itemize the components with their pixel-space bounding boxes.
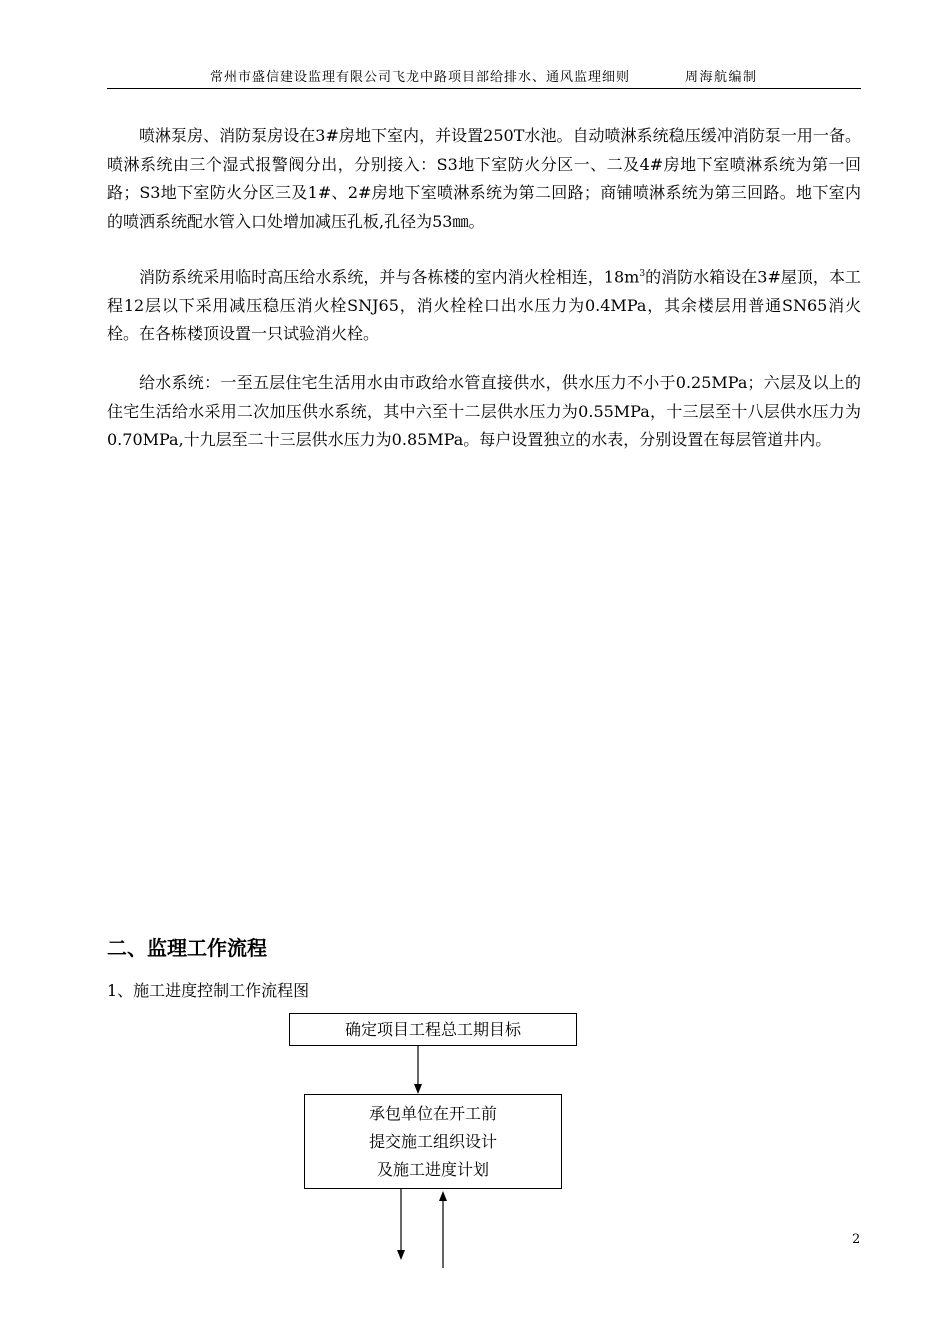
paragraph-fire-hydrant-system: [107, 260, 861, 349]
paragraph-water-supply-system: 给水系统：一至五层住宅生活用水由市政给水管直接供水，供水压力不小于0.25MPa；六层及以上的住宅生活给水采用二次加压供水系统，其中六至十二层供水压力为0.55MPa，十三层至十八层供水压力为0.70MPa,十九层至二十三层供水压力为0.85MPa。每户设置独立的水表，分别设置在每层管道井内。: [107, 373, 861, 449]
flowchart-step-1: [289, 1013, 577, 1046]
header-rule: [107, 88, 861, 89]
flowchart-step-2: [304, 1094, 562, 1189]
arrow-step2-down: [397, 1189, 405, 1260]
flowchart-step-2-line-2: 提交施工组织设计: [368, 1131, 497, 1151]
header-title: 常州市盛信建设监理有限公司飞龙中路项目部给排水、通风监理细则: [210, 70, 631, 85]
subsection-title: 1、施工进度控制工作流程图: [107, 981, 310, 1000]
superscript-cubic: 3: [639, 269, 646, 279]
paragraph-sprinkler-system: 喷淋泵房、消防泵房设在3#房地下室内，并设置250T水池。自动喷淋系统稳压缓冲消防泵一用一备。喷淋系统由三个湿式报警阀分出，分别接入：S3地下室防火分区一、二及4#房地下室喷淋系统为第一回路；S3地下室防火分区三及1#、2#房地下室喷淋系统为第二回路；商铺喷淋系统为第三回路。地下室内的喷洒系统配水管入口处增加减压孔板,孔径为53㎜。: [107, 126, 861, 231]
header-author: 周海航编制: [685, 70, 758, 85]
flowchart-step-1-label: 确定项目工程总工期目标: [344, 1019, 521, 1039]
page-header: [0, 66, 950, 86]
flowchart-step-2-line-1: 承包单位在开工前: [368, 1103, 497, 1123]
section-title: 二、监理工作流程: [107, 936, 267, 960]
flowchart-step-2-line-3: 及施工进度计划: [376, 1159, 489, 1179]
paragraph-fire-hydrant-text-1: 消防系统采用临时高压给水系统，并与各栋楼的室内消火栓相连，18m: [139, 267, 640, 287]
arrow-step1-to-step2: [414, 1046, 422, 1094]
arrow-up-to-step2: [439, 1191, 447, 1268]
page-number: 2: [852, 1232, 861, 1247]
paragraph-fire-hydrant-text-2: 的消防水箱设在3#屋顶，本工程12层以下采用减压稳压消火栓SNJ65，消火栓栓口出水压力为0.4MPa，其余楼层用普通SN65消火栓。在各栋楼顶设置一只试验消火栓。: [107, 267, 861, 344]
